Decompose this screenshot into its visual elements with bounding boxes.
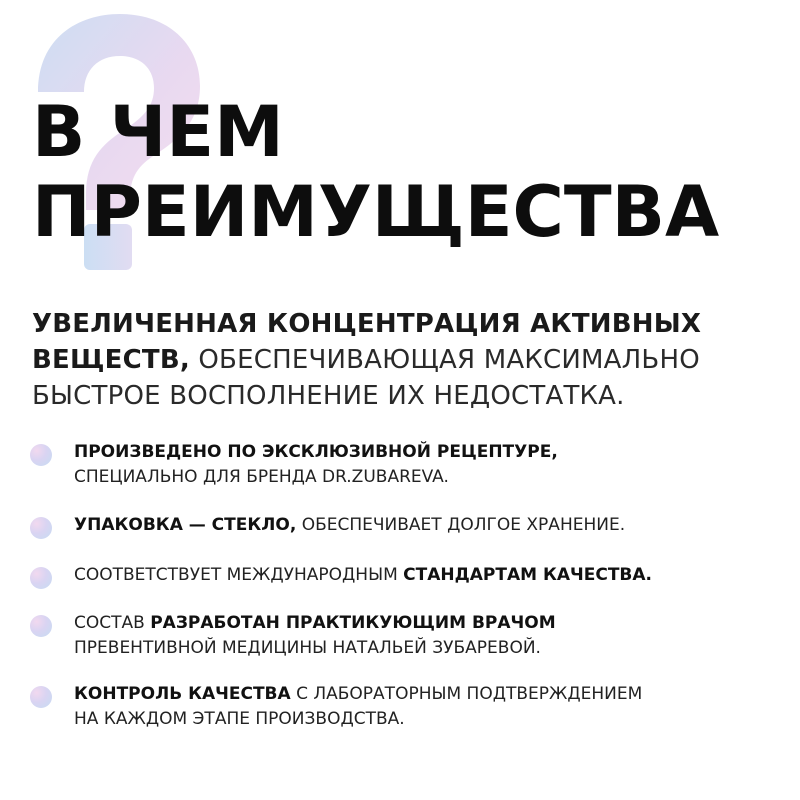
gradient-dot-icon bbox=[30, 567, 52, 589]
benefit-regular-after: С ЛАБОРАТОРНЫМ ПОДТВЕРЖДЕНИЕМ bbox=[290, 684, 643, 704]
benefit-bold: УПАКОВКА — СТЕКЛО, bbox=[74, 515, 297, 535]
intro-line-1 bbox=[32, 306, 772, 342]
benefit-regular: НА КАЖДОМ ЭТАПЕ ПРОИЗВОДСТВА. bbox=[74, 709, 405, 729]
intro-paragraph bbox=[32, 306, 772, 414]
benefit-regular: СПЕЦИАЛЬНО ДЛЯ БРЕНДА DR.ZUBAREVA. bbox=[74, 467, 449, 487]
page-title bbox=[32, 92, 719, 252]
benefit-regular: СООТВЕТСТВУЕТ МЕЖДУНАРОДНЫМ bbox=[74, 565, 404, 585]
benefit-text bbox=[74, 513, 625, 538]
benefit-bold: СТАНДАРТАМ КАЧЕСТВА. bbox=[403, 565, 653, 585]
benefit-text bbox=[74, 611, 556, 661]
intro-bold-1: УВЕЛИЧЕННАЯ КОНЦЕНТРАЦИЯ АКТИВНЫХ bbox=[32, 309, 702, 339]
gradient-dot-icon bbox=[30, 686, 52, 708]
benefit-bold: РАЗРАБОТАН ПРАКТИКУЮЩИМ ВРАЧОМ bbox=[150, 613, 556, 633]
benefit-bold: КОНТРОЛЬ КАЧЕСТВА bbox=[74, 684, 291, 704]
benefit-regular: ОБЕСПЕЧИВАЕТ ДОЛГОЕ ХРАНЕНИЕ. bbox=[296, 515, 626, 535]
intro-line-3 bbox=[32, 378, 772, 414]
gradient-dot-icon bbox=[30, 517, 52, 539]
benefit-regular-before: СОСТАВ bbox=[74, 613, 151, 633]
benefit-text bbox=[74, 682, 642, 732]
benefit-regular: ПРЕВЕНТИВНОЙ МЕДИЦИНЫ НАТАЛЬЕЙ ЗУБАРЕВОЙ. bbox=[74, 638, 541, 658]
intro-regular-3: БЫСТРОЕ ВОСПОЛНЕНИЕ ИХ НЕДОСТАТКА. bbox=[32, 381, 625, 411]
benefit-text bbox=[74, 440, 558, 490]
gradient-dot-icon bbox=[30, 444, 52, 466]
intro-bold-2: ВЕЩЕСТВ, bbox=[32, 345, 190, 375]
intro-regular-2: ОБЕСПЕЧИВАЮЩАЯ МАКСИМАЛЬНО bbox=[189, 345, 700, 375]
page-title-line-1: В ЧЕМ bbox=[32, 91, 284, 173]
benefit-bold: ПРОИЗВЕДЕНО ПО ЭКСКЛЮЗИВНОЙ РЕЦЕПТУРЕ, bbox=[74, 442, 558, 462]
benefit-text bbox=[74, 563, 652, 588]
gradient-dot-icon bbox=[30, 615, 52, 637]
intro-line-2 bbox=[32, 342, 772, 378]
page-title-line-2: ПРЕИМУЩЕСТВА bbox=[32, 171, 720, 253]
